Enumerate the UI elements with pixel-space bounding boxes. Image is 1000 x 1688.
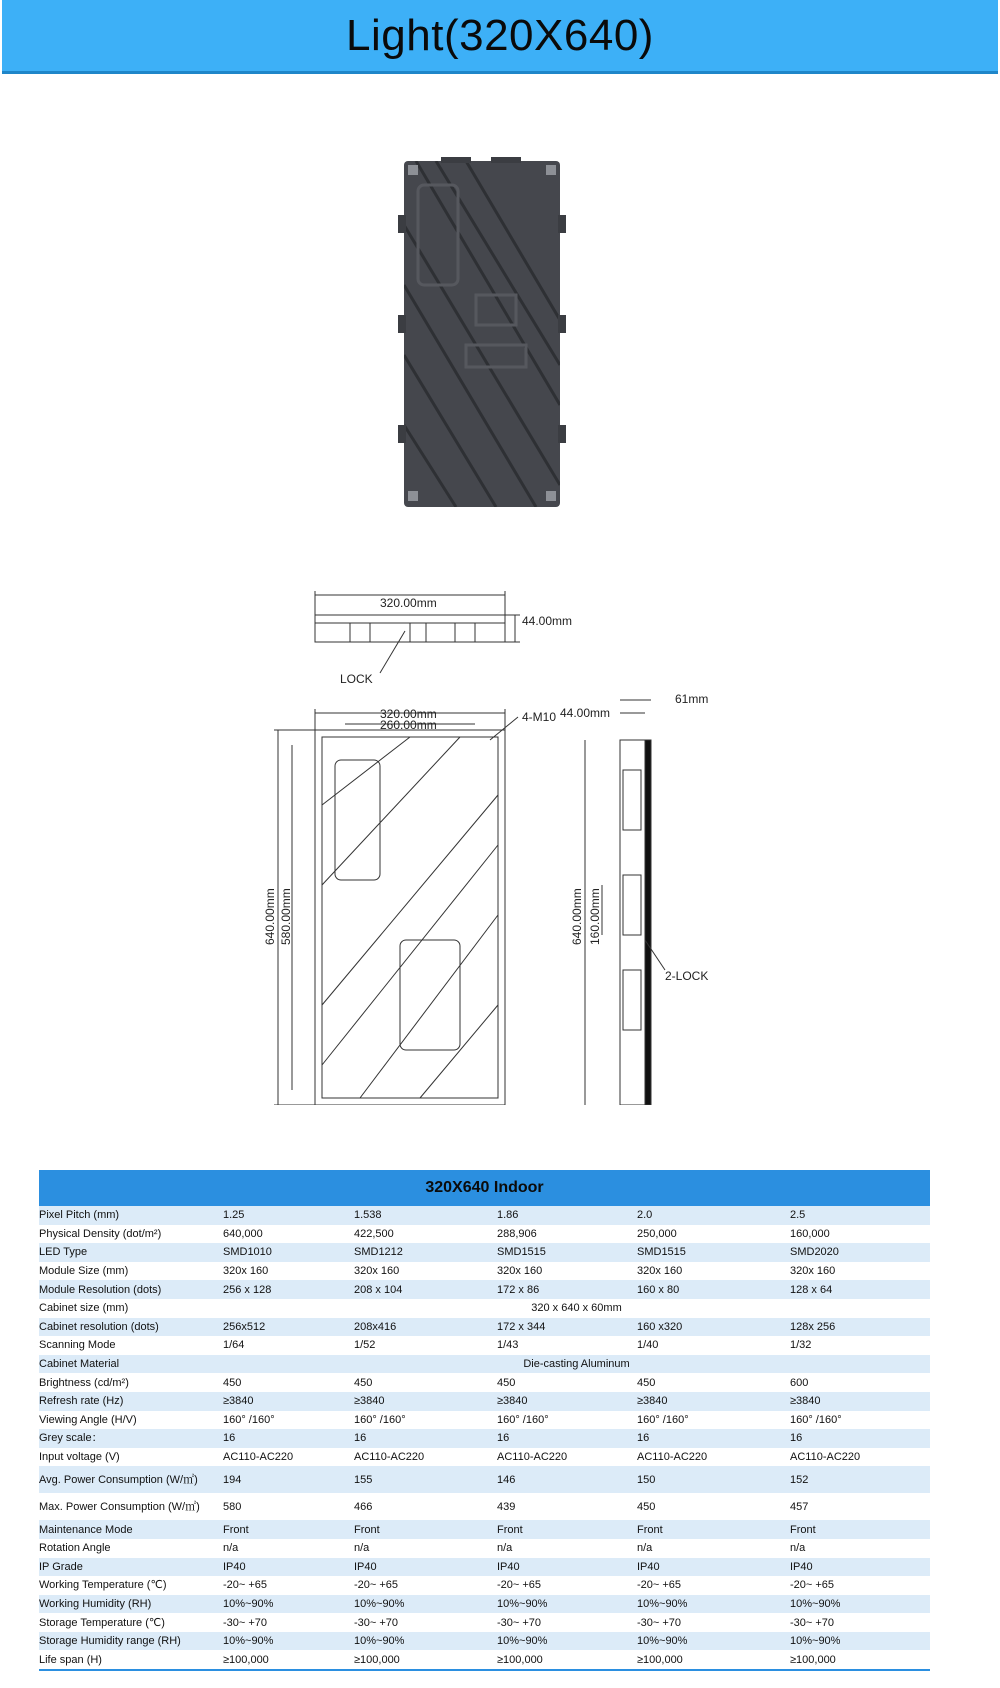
spec-value: n/a: [354, 1542, 370, 1555]
spec-value: AC110-AC220: [637, 1451, 708, 1464]
spec-value: Front: [497, 1520, 637, 1539]
spec-value: 256 x 128: [223, 1280, 354, 1299]
table-row: [39, 1225, 930, 1244]
spec-value: 160° /160°: [637, 1413, 689, 1426]
spec-value: 320x 160: [790, 1265, 836, 1278]
spec-value: IP40: [637, 1558, 790, 1577]
spec-value: 320x 160: [354, 1265, 400, 1278]
spec-value: 580: [223, 1500, 242, 1513]
spec-value: 450: [497, 1376, 516, 1389]
spec-value: ≥100,000: [223, 1650, 354, 1670]
table-row: [39, 1355, 930, 1374]
spec-label: Brightness (cd/m²): [39, 1376, 129, 1389]
spec-value: 640,000: [223, 1227, 263, 1240]
table-row: [39, 1613, 930, 1632]
spec-value: 194: [223, 1466, 354, 1493]
table-row: [39, 1595, 930, 1614]
spec-value: 450: [637, 1500, 656, 1513]
spec-label: Refresh rate (Hz): [39, 1392, 223, 1411]
spec-value: IP40: [223, 1558, 354, 1577]
table-row: [39, 1262, 930, 1281]
spec-value: 1.538: [354, 1206, 497, 1225]
spec-label: Scanning Mode: [39, 1339, 116, 1352]
spec-table: [39, 1170, 930, 1671]
dim-top-depth: 44.00mm: [522, 614, 573, 628]
spec-value: -30~ +70: [790, 1616, 835, 1629]
table-row: [39, 1318, 930, 1337]
spec-value: n/a: [497, 1542, 513, 1555]
spec-value: SMD2020: [790, 1243, 930, 1262]
dim-front-width: 320.00mm: [380, 707, 437, 721]
spec-value: 1/32: [790, 1339, 812, 1352]
spec-value: SMD1212: [354, 1243, 497, 1262]
spec-value: 439: [497, 1500, 516, 1513]
spec-label: Cabinet size (mm): [39, 1302, 129, 1315]
spec-value: SMD1515: [497, 1243, 637, 1262]
dimension-drawing: [260, 585, 760, 1105]
spec-value: -20~ +65: [354, 1579, 399, 1592]
spec-value: 1.25: [223, 1206, 354, 1225]
spec-value: -20~ +65: [790, 1579, 835, 1592]
spec-label: Viewing Angle (H/V): [39, 1413, 137, 1426]
spec-value: 256x512: [223, 1318, 354, 1337]
spec-value: 320x 160: [497, 1265, 543, 1278]
spec-value: n/a: [790, 1542, 806, 1555]
spec-value: 10%~90%: [790, 1595, 930, 1614]
spec-value: 1/52: [354, 1339, 376, 1352]
table-row: [39, 1392, 930, 1411]
spec-value: -30~ +70: [354, 1616, 399, 1629]
table-row: [39, 1448, 930, 1467]
table-row: [39, 1632, 930, 1651]
spec-value: SMD1010: [223, 1243, 354, 1262]
table-row: [39, 1429, 930, 1448]
spec-value: SMD1515: [637, 1243, 790, 1262]
table-row: [39, 1411, 930, 1430]
spec-value: -20~ +65: [497, 1579, 542, 1592]
spec-value: AC110-AC220: [223, 1451, 294, 1464]
spec-value: Front: [637, 1520, 790, 1539]
spec-value: AC110-AC220: [497, 1451, 568, 1464]
spec-value: 16: [354, 1429, 497, 1448]
spec-value: Front: [790, 1520, 930, 1539]
spec-value: -20~ +65: [223, 1579, 268, 1592]
spec-value: 150: [637, 1466, 790, 1493]
spec-value-merged: 320 x 640 x 60mm: [531, 1302, 622, 1315]
spec-value: ≥100,000: [497, 1650, 637, 1670]
table-row: [39, 1299, 930, 1318]
spec-value: 16: [790, 1429, 930, 1448]
spec-value: 160,000: [790, 1227, 830, 1240]
spec-value: ≥3840: [790, 1392, 930, 1411]
page-title: Light(320X640): [346, 10, 654, 60]
table-row: [39, 1650, 930, 1670]
dim-side-module: 160.00mm: [588, 888, 602, 945]
spec-value: 128x 256: [790, 1318, 930, 1337]
spec-value: Front: [223, 1520, 354, 1539]
spec-value: 160° /160°: [354, 1413, 406, 1426]
spec-value: 2.0: [637, 1206, 790, 1225]
spec-value: 450: [637, 1376, 656, 1389]
spec-label: Grey scale：: [39, 1429, 223, 1448]
spec-value: 10%~90%: [223, 1632, 354, 1651]
spec-value: 16: [223, 1429, 354, 1448]
spec-value: ≥100,000: [637, 1650, 790, 1670]
table-row: [39, 1520, 930, 1539]
spec-value: 152: [790, 1466, 930, 1493]
table-row: [39, 1243, 930, 1262]
spec-value: ≥3840: [354, 1392, 497, 1411]
table-row: [39, 1493, 930, 1520]
spec-value: 208x416: [354, 1318, 497, 1337]
spec-value: 288,906: [497, 1227, 537, 1240]
dim-lock: LOCK: [340, 672, 373, 686]
table-row: [39, 1206, 930, 1225]
table-row: [39, 1539, 930, 1558]
spec-value: 10%~90%: [790, 1632, 930, 1651]
spec-value: 10%~90%: [354, 1595, 497, 1614]
spec-value: ≥3840: [497, 1392, 637, 1411]
spec-label: Avg. Power Consumption (W/㎡): [39, 1466, 223, 1493]
dim-side-height: 640.00mm: [570, 888, 584, 945]
table-row: [39, 1466, 930, 1493]
spec-value: ≥100,000: [790, 1650, 930, 1670]
spec-value: 128 x 64: [790, 1280, 930, 1299]
spec-value: -30~ +70: [223, 1616, 268, 1629]
dim-top-width: 320.00mm: [380, 596, 437, 610]
spec-value: 10%~90%: [637, 1595, 790, 1614]
dim-front-inner-width: 260.00mm: [380, 718, 437, 732]
spec-value: -20~ +65: [637, 1579, 682, 1592]
spec-value: ≥100,000: [354, 1650, 497, 1670]
table-row: [39, 1373, 930, 1392]
spec-label: Working Temperature (℃): [39, 1579, 167, 1592]
spec-value: n/a: [637, 1542, 653, 1555]
spec-value: 600: [790, 1376, 809, 1389]
table-row: [39, 1558, 930, 1577]
spec-value: 1/40: [637, 1339, 659, 1352]
spec-value: ≥3840: [223, 1392, 354, 1411]
spec-value: 457: [790, 1500, 809, 1513]
spec-label: Cabinet Material: [39, 1355, 223, 1374]
spec-label: Rotation Angle: [39, 1542, 111, 1555]
spec-value-merged: Die-casting Aluminum: [223, 1355, 930, 1374]
spec-value: 2.5: [790, 1206, 930, 1225]
spec-value: n/a: [223, 1542, 239, 1555]
table-row: [39, 1280, 930, 1299]
spec-value: 1/43: [497, 1339, 519, 1352]
spec-label: Max. Power Consumption (W/㎡): [39, 1500, 200, 1513]
spec-value: 320x 160: [223, 1265, 269, 1278]
spec-value: -30~ +70: [497, 1616, 542, 1629]
spec-label: Module Resolution (dots): [39, 1280, 223, 1299]
spec-value: 160° /160°: [497, 1413, 549, 1426]
spec-value: Front: [354, 1520, 497, 1539]
spec-label: Module Size (mm): [39, 1265, 129, 1278]
spec-value: 172 x 344: [497, 1318, 637, 1337]
spec-value: IP40: [497, 1558, 637, 1577]
spec-label: Pixel Pitch (mm): [39, 1206, 223, 1225]
spec-value: 155: [354, 1466, 497, 1493]
spec-value: 160 x320: [637, 1318, 790, 1337]
spec-value: IP40: [354, 1558, 497, 1577]
dim-side-lock: 2-LOCK: [665, 969, 709, 983]
spec-label: Life span (H): [39, 1650, 223, 1670]
spec-label: Physical Density (dot/m²): [39, 1227, 162, 1240]
spec-value: 450: [223, 1376, 242, 1389]
spec-label: Storage Humidity range (RH): [39, 1632, 223, 1651]
spec-value: 16: [497, 1429, 637, 1448]
spec-value: AC110-AC220: [790, 1451, 861, 1464]
cabinet-photo: [396, 155, 568, 513]
table-row: [39, 1336, 930, 1355]
dim-front-height: 640.00mm: [263, 888, 277, 945]
spec-label: Cabinet resolution (dots): [39, 1318, 223, 1337]
spec-value: 10%~90%: [637, 1632, 790, 1651]
spec-label: IP Grade: [39, 1558, 223, 1577]
spec-value: 422,500: [354, 1227, 394, 1240]
spec-value: 160 x 80: [637, 1280, 790, 1299]
spec-value: 16: [637, 1429, 790, 1448]
spec-value: IP40: [790, 1558, 930, 1577]
dim-side-depth: 44.00mm: [560, 706, 611, 720]
spec-value: 172 x 86: [497, 1280, 637, 1299]
spec-value: 250,000: [637, 1227, 677, 1240]
spec-value: 10%~90%: [354, 1632, 497, 1651]
spec-label: Working Humidity (RH): [39, 1595, 223, 1614]
spec-label: Input voltage (V): [39, 1451, 120, 1464]
spec-value: 1.86: [497, 1206, 637, 1225]
spec-value: 466: [354, 1500, 373, 1513]
spec-value: 160° /160°: [223, 1413, 275, 1426]
spec-value: -30~ +70: [637, 1616, 682, 1629]
spec-value: 208 x 104: [354, 1280, 497, 1299]
spec-value: 320x 160: [637, 1265, 683, 1278]
spec-value: 10%~90%: [223, 1595, 354, 1614]
spec-value: 10%~90%: [497, 1595, 637, 1614]
spec-label: Maintenance Mode: [39, 1520, 223, 1539]
spec-title: 320X640 Indoor: [39, 1170, 930, 1206]
spec-value: 450: [354, 1376, 373, 1389]
title-banner: [2, 0, 998, 74]
spec-value: AC110-AC220: [354, 1451, 425, 1464]
dim-front-inner-height: 580.00mm: [279, 888, 293, 945]
spec-value: ≥3840: [637, 1392, 790, 1411]
dim-bolt: 4-M10: [522, 710, 557, 724]
spec-value: 146: [497, 1466, 637, 1493]
spec-value: 10%~90%: [497, 1632, 637, 1651]
spec-value: 1/64: [223, 1339, 245, 1352]
spec-label: LED Type: [39, 1243, 223, 1262]
table-row: [39, 1576, 930, 1595]
spec-label: Storage Temperature (℃): [39, 1616, 165, 1629]
dim-side-total: 61mm: [675, 692, 709, 706]
spec-value: 160° /160°: [790, 1413, 842, 1426]
